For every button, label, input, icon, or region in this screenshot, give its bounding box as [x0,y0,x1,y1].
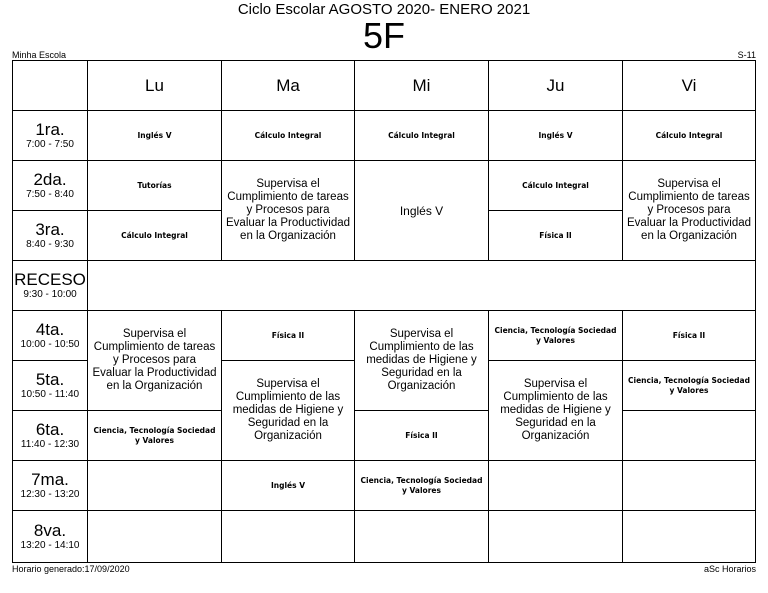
lesson-cell: Ciencia, Tecnología Sociedad y Valores [354,460,489,511]
lesson-cell: Física II [622,310,756,361]
lesson-cell: Inglés V [87,110,222,161]
lesson-cell: Cálculo Integral [221,110,355,161]
lesson-cell: Física II [488,210,623,261]
lesson-cell: Tutorías [87,160,222,211]
empty-cell [488,510,623,563]
lesson-cell-double: Supervisa el Cumplimiento de tareas y Procesos para Evaluar la Productividad en la Organización [221,160,355,261]
lesson-cell: Ciencia, Tecnología Sociedad y Valores [488,310,623,361]
lesson-cell-double: Inglés V [354,160,489,261]
period-name: 5ta. [35,370,65,389]
period-time: 7:00 - 7:50 [26,139,74,150]
period-label [12,360,88,411]
period-name: 8va. [33,521,67,540]
corner-cell [12,60,88,111]
lesson-cell-double: Supervisa el Cumplimiento de las medidas de Higiene y Seguridad en la Organización [354,310,489,411]
period-time: 12:30 - 13:20 [20,489,80,500]
period-label [12,110,88,161]
period-time: 8:40 - 9:30 [26,239,74,250]
lesson-cell: Inglés V [221,460,355,511]
lesson-cell: Ciencia, Tecnología Sociedad y Valores [87,410,222,461]
lesson-cell: Cálculo Integral [488,160,623,211]
period-time: 10:50 - 11:40 [20,389,80,400]
empty-cell [488,460,623,511]
period-name: 6ta. [35,420,65,439]
empty-cell [87,460,222,511]
period-label [12,160,88,211]
period-label [12,310,88,361]
day-header: Ju [488,60,623,111]
empty-cell [354,510,489,563]
generated-date: Horario generado:17/09/2020 [12,564,130,574]
lesson-cell: Ciencia, Tecnología Sociedad y Valores [622,360,756,411]
room-code: S-11 [737,50,756,60]
software-brand: aSc Horarios [703,564,756,574]
recess-band [87,260,756,311]
period-label [12,210,88,261]
lesson-cell: Cálculo Integral [87,210,222,261]
lesson-cell: Cálculo Integral [354,110,489,161]
day-header: Ma [221,60,355,111]
school-name: Minha Escola [12,50,67,60]
empty-cell [622,460,756,511]
day-header: Mi [354,60,489,111]
timetable-grid [12,60,756,563]
period-name: 4ta. [35,320,65,339]
recess-label [12,260,88,311]
lesson-cell-double: Supervisa el Cumplimiento de las medidas de Higiene y Seguridad en la Organización [488,360,623,461]
period-label [12,460,88,511]
period-name: 2da. [33,170,67,189]
empty-cell [622,510,756,563]
class-name: 5F [362,15,405,56]
period-time: 7:50 - 8:40 [26,189,74,200]
day-header: Vi [622,60,756,111]
day-header: Lu [87,60,222,111]
period-time: 13:20 - 14:10 [20,540,80,551]
period-name: 1ra. [35,120,65,139]
lesson-cell-double: Supervisa el Cumplimiento de tareas y Procesos para Evaluar la Productividad en la Organización [87,310,222,411]
period-time: 9:30 - 10:00 [23,289,77,300]
period-time: 11:40 - 12:30 [20,439,80,450]
period-name: RECESO [14,270,86,289]
lesson-cell-double: Supervisa el Cumplimiento de las medidas de Higiene y Seguridad en la Organización [221,360,355,461]
empty-cell [87,510,222,563]
lesson-cell: Física II [221,310,355,361]
period-time: 10:00 - 10:50 [20,339,80,350]
lesson-cell: Física II [354,410,489,461]
period-label [12,410,88,461]
lesson-cell: Inglés V [488,110,623,161]
lesson-cell: Cálculo Integral [622,110,756,161]
empty-cell [622,410,756,461]
schedule-title: Ciclo Escolar AGOSTO 2020- ENERO 2021 [237,1,531,18]
period-label [12,510,88,563]
period-name: 7ma. [31,470,69,489]
empty-cell [221,510,355,563]
lesson-cell-double: Supervisa el Cumplimiento de tareas y Procesos para Evaluar la Productividad en la Organización [622,160,756,261]
period-name: 3ra. [35,220,65,239]
